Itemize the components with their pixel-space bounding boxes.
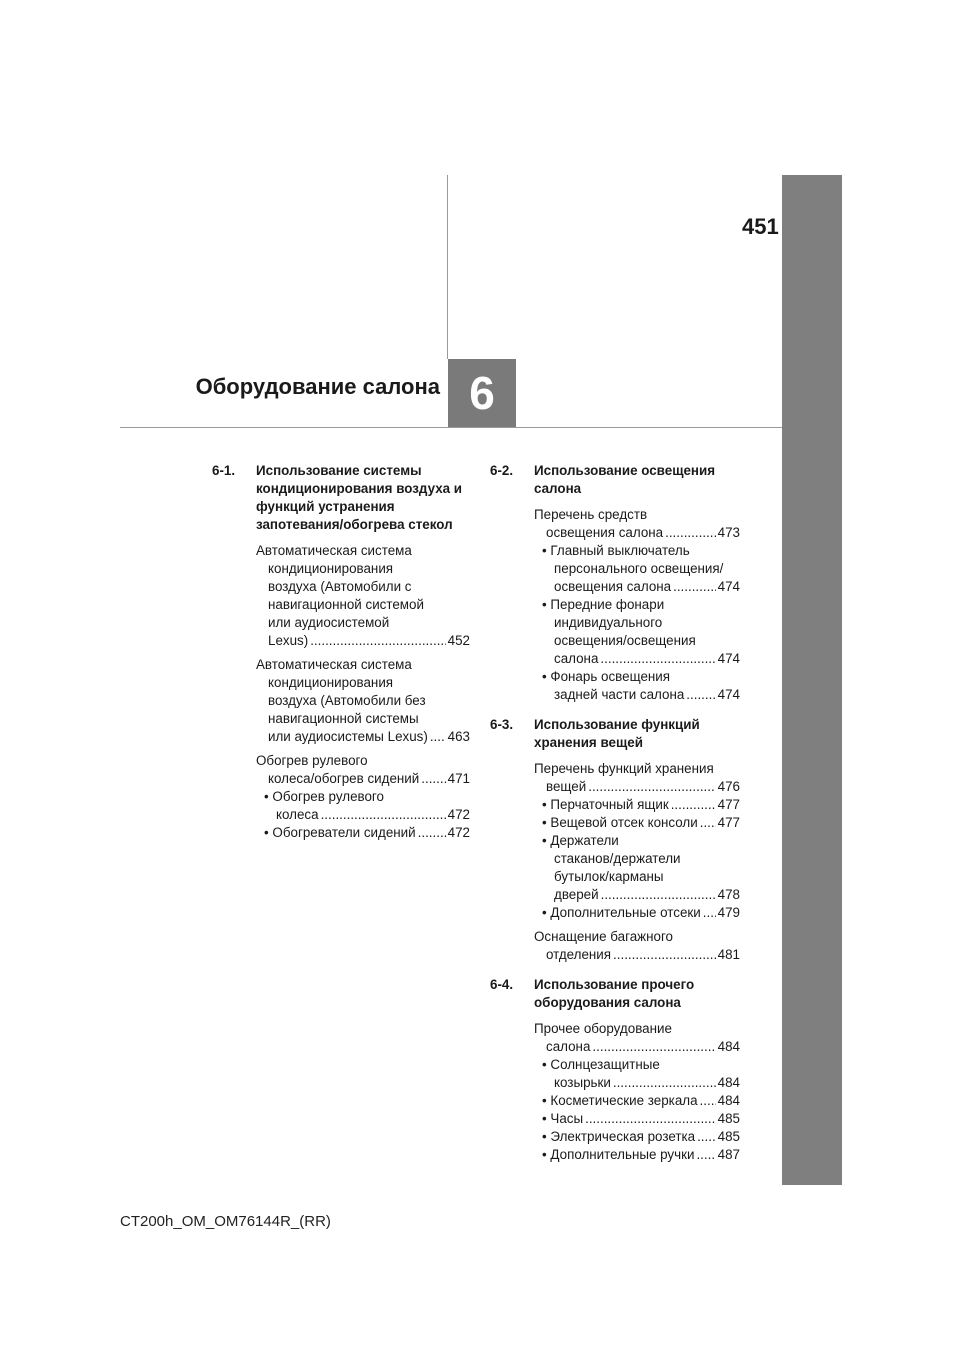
toc-entry-text: • Перчаточный ящик (542, 797, 669, 812)
toc-subentry-line: • Обогрев рулевого (264, 789, 384, 804)
dot-leader (418, 824, 446, 842)
toc-entry-text: • Дополнительные ручки (542, 1147, 695, 1162)
toc-page-ref: 487 (717, 1147, 740, 1162)
toc-subentry-line: • Передние фонари (542, 597, 665, 612)
toc-page-ref: 485 (717, 1129, 740, 1144)
toc-page-ref: 474 (717, 579, 740, 594)
dot-leader (310, 632, 445, 650)
dot-leader (600, 650, 715, 668)
toc-entry-line: Автоматическая система (256, 543, 412, 558)
toc-subentry-link[interactable] (542, 1110, 740, 1128)
toc-subentry (534, 542, 740, 596)
toc-page-ref: 484 (717, 1075, 740, 1090)
section-title: Использование освещения салона (534, 463, 716, 496)
toc-entry-link[interactable] (534, 524, 740, 542)
dot-leader (592, 1038, 715, 1056)
dot-leader (673, 578, 716, 596)
toc-entry-line: Перечень средств (534, 507, 648, 522)
toc-entry-line: Обогрев рулевого (256, 753, 368, 768)
section-number: 6-1. (212, 463, 236, 478)
toc-entry-text: • Обогреватели сидений (264, 825, 416, 840)
toc-section-heading (212, 462, 470, 534)
page-number: 451 (742, 214, 779, 239)
section-title: Использование функций хранения вещей (534, 717, 700, 750)
toc-subentry (534, 796, 740, 814)
toc-entry-text: салона (554, 651, 599, 666)
toc-page-ref: 476 (717, 779, 740, 794)
toc-subentry-link[interactable] (264, 824, 470, 842)
toc-entry-line: воздуха (Автомобили с (268, 579, 412, 594)
toc-subentry (534, 596, 740, 668)
toc-entry-line: кондиционирования (268, 561, 394, 576)
toc-entry (256, 752, 470, 842)
toc-subentry (534, 1146, 740, 1164)
toc-subentry (256, 788, 470, 824)
toc-page-ref: 452 (447, 633, 470, 648)
toc-entry-text: • Дополнительные отсеки (542, 905, 701, 920)
toc-entry-text: дверей (554, 887, 599, 902)
toc-entry-line: навигационной системы (268, 711, 419, 726)
toc-entry-link[interactable] (534, 946, 740, 964)
toc-subentry-link[interactable] (542, 1146, 740, 1164)
dot-leader (588, 778, 715, 796)
dot-leader (665, 524, 716, 542)
chapter-title: Оборудование салона (195, 374, 440, 399)
toc-entry-text: вещей (546, 779, 587, 794)
toc-entry-line: или аудиосистемой (268, 615, 390, 630)
toc-subentry-link[interactable] (542, 650, 740, 668)
toc-entry-line: воздуха (Автомобили без (268, 693, 426, 708)
toc-entry-link[interactable] (256, 728, 470, 746)
toc-entry-text: колеса (276, 807, 319, 822)
toc-subentry-line: бутылок/карманы (554, 869, 664, 884)
vertical-rule (447, 175, 448, 359)
toc-page-ref: 479 (717, 905, 740, 920)
toc-subentry (534, 1128, 740, 1146)
toc-entry (256, 656, 470, 746)
toc-subentry (534, 814, 740, 832)
toc-entry-text: • Косметические зеркала (542, 1093, 698, 1108)
toc-page-ref: 463 (447, 729, 470, 744)
dot-leader (421, 770, 445, 788)
dot-leader (585, 1110, 716, 1128)
dot-leader (700, 1092, 716, 1110)
dot-leader (321, 806, 446, 824)
toc-entry-link[interactable] (256, 770, 470, 788)
toc-page-ref: 477 (717, 815, 740, 830)
toc-subentry-line: стаканов/держатели (554, 851, 681, 866)
toc-entry-text: салона (546, 1039, 591, 1054)
dot-leader (700, 814, 716, 832)
toc-page-ref: 477 (717, 797, 740, 812)
dot-leader (703, 904, 716, 922)
toc-section-heading (490, 976, 740, 1012)
chapter-number-box (448, 359, 516, 427)
section-title: Использование прочего оборудования салона (534, 977, 695, 1010)
toc-entry-text: или аудиосистемы Lexus) (268, 729, 428, 744)
toc-subentry-link[interactable] (542, 796, 740, 814)
toc-entry-line: Перечень функций хранения (534, 761, 714, 776)
toc-page-ref: 481 (717, 947, 740, 962)
dot-leader (430, 728, 446, 746)
dot-leader (671, 796, 716, 814)
dot-leader (686, 686, 715, 704)
dot-leader (613, 1074, 716, 1092)
toc-entry-line: Прочее оборудование (534, 1021, 672, 1036)
toc-entry (534, 760, 740, 922)
document-code: CT200h_OM_OM76144R_(RR) (120, 1213, 331, 1230)
toc-subentry-link[interactable] (542, 904, 740, 922)
toc-subentry (534, 1092, 740, 1110)
toc-column-right (490, 462, 740, 1170)
toc-entry-text: отделения (546, 947, 612, 962)
toc-entry-text: колеса/обогрев сидений (268, 771, 420, 786)
toc-subentry (256, 824, 470, 842)
toc-entry-line: кондиционирования (268, 675, 394, 690)
toc-entry (534, 506, 740, 704)
toc-entry-text: освещения салона (554, 579, 672, 594)
toc-subentry (534, 832, 740, 904)
toc-entry-text: • Электрическая розетка (542, 1129, 696, 1144)
toc-entry-link[interactable] (256, 632, 470, 650)
toc-entry-link[interactable] (534, 778, 740, 796)
toc-subentry (534, 668, 740, 704)
toc-page-ref: 484 (717, 1093, 740, 1108)
dot-leader (601, 886, 716, 904)
toc-subentry-line: • Фонарь освещения (542, 669, 671, 684)
toc-section-heading (490, 716, 740, 752)
toc-entry-text: • Вещевой отсек консоли (542, 815, 698, 830)
horizontal-rule (120, 427, 782, 428)
toc-subentry-line: персонального освещения/ (554, 561, 724, 576)
dot-leader (696, 1146, 715, 1164)
section-title: Использование системы кондиционирования воздуха и функций устранения запотевания/обогрева стекол (256, 463, 463, 532)
toc-page-ref: 485 (717, 1111, 740, 1126)
section-number: 6-2. (490, 463, 514, 478)
toc-page-ref: 472 (447, 825, 470, 840)
toc-subentry-link[interactable] (542, 886, 740, 904)
toc-subentry (534, 1110, 740, 1128)
toc-page-ref: 478 (717, 887, 740, 902)
chapter-side-tab (782, 175, 842, 1185)
toc-subentry-link[interactable] (542, 1092, 740, 1110)
toc-entry-text: козырьки (554, 1075, 611, 1090)
toc-subentry-line: • Держатели (542, 833, 619, 848)
toc-subentry-line: • Солнцезащитные (542, 1057, 660, 1072)
toc-entry (256, 542, 470, 650)
toc-entry-line: навигационной системой (268, 597, 424, 612)
toc-subentry-line: • Главный выключатель (542, 543, 690, 558)
toc-page-ref: 472 (447, 807, 470, 822)
toc-page-ref: 474 (717, 687, 740, 702)
toc-entry-text: освещения салона (546, 525, 664, 540)
toc-entry-link[interactable] (534, 1038, 740, 1056)
toc-entry-line: Оснащение багажного (534, 929, 673, 944)
toc-subentry-link[interactable] (542, 1128, 740, 1146)
toc-column-left (212, 462, 470, 848)
toc-entry-text: задней части салона (554, 687, 685, 702)
toc-subentry (534, 904, 740, 922)
toc-subentry-link[interactable] (542, 814, 740, 832)
toc-entry (534, 928, 740, 964)
toc-subentry-link[interactable] (542, 1074, 740, 1092)
toc-subentry-link[interactable] (542, 686, 740, 704)
dot-leader (697, 1128, 716, 1146)
toc-entry-text: Lexus) (268, 633, 309, 648)
toc-page-ref: 471 (447, 771, 470, 786)
dot-leader (613, 946, 716, 964)
chapter-number: 6 (469, 367, 495, 419)
section-number: 6-4. (490, 977, 514, 992)
toc-entry (534, 1020, 740, 1164)
toc-page-ref: 473 (717, 525, 740, 540)
toc-subentry-link[interactable] (264, 806, 470, 824)
toc-subentry (534, 1056, 740, 1092)
toc-subentry-line: освещения/освещения (554, 633, 696, 648)
toc-page-ref: 474 (717, 651, 740, 666)
toc-page-ref: 484 (717, 1039, 740, 1054)
toc-entry-line: Автоматическая система (256, 657, 412, 672)
toc-subentry-line: индивидуального (554, 615, 663, 630)
section-number: 6-3. (490, 717, 514, 732)
toc-entry-text: • Часы (542, 1111, 584, 1126)
toc-section-heading (490, 462, 740, 498)
toc-subentry-link[interactable] (542, 578, 740, 596)
